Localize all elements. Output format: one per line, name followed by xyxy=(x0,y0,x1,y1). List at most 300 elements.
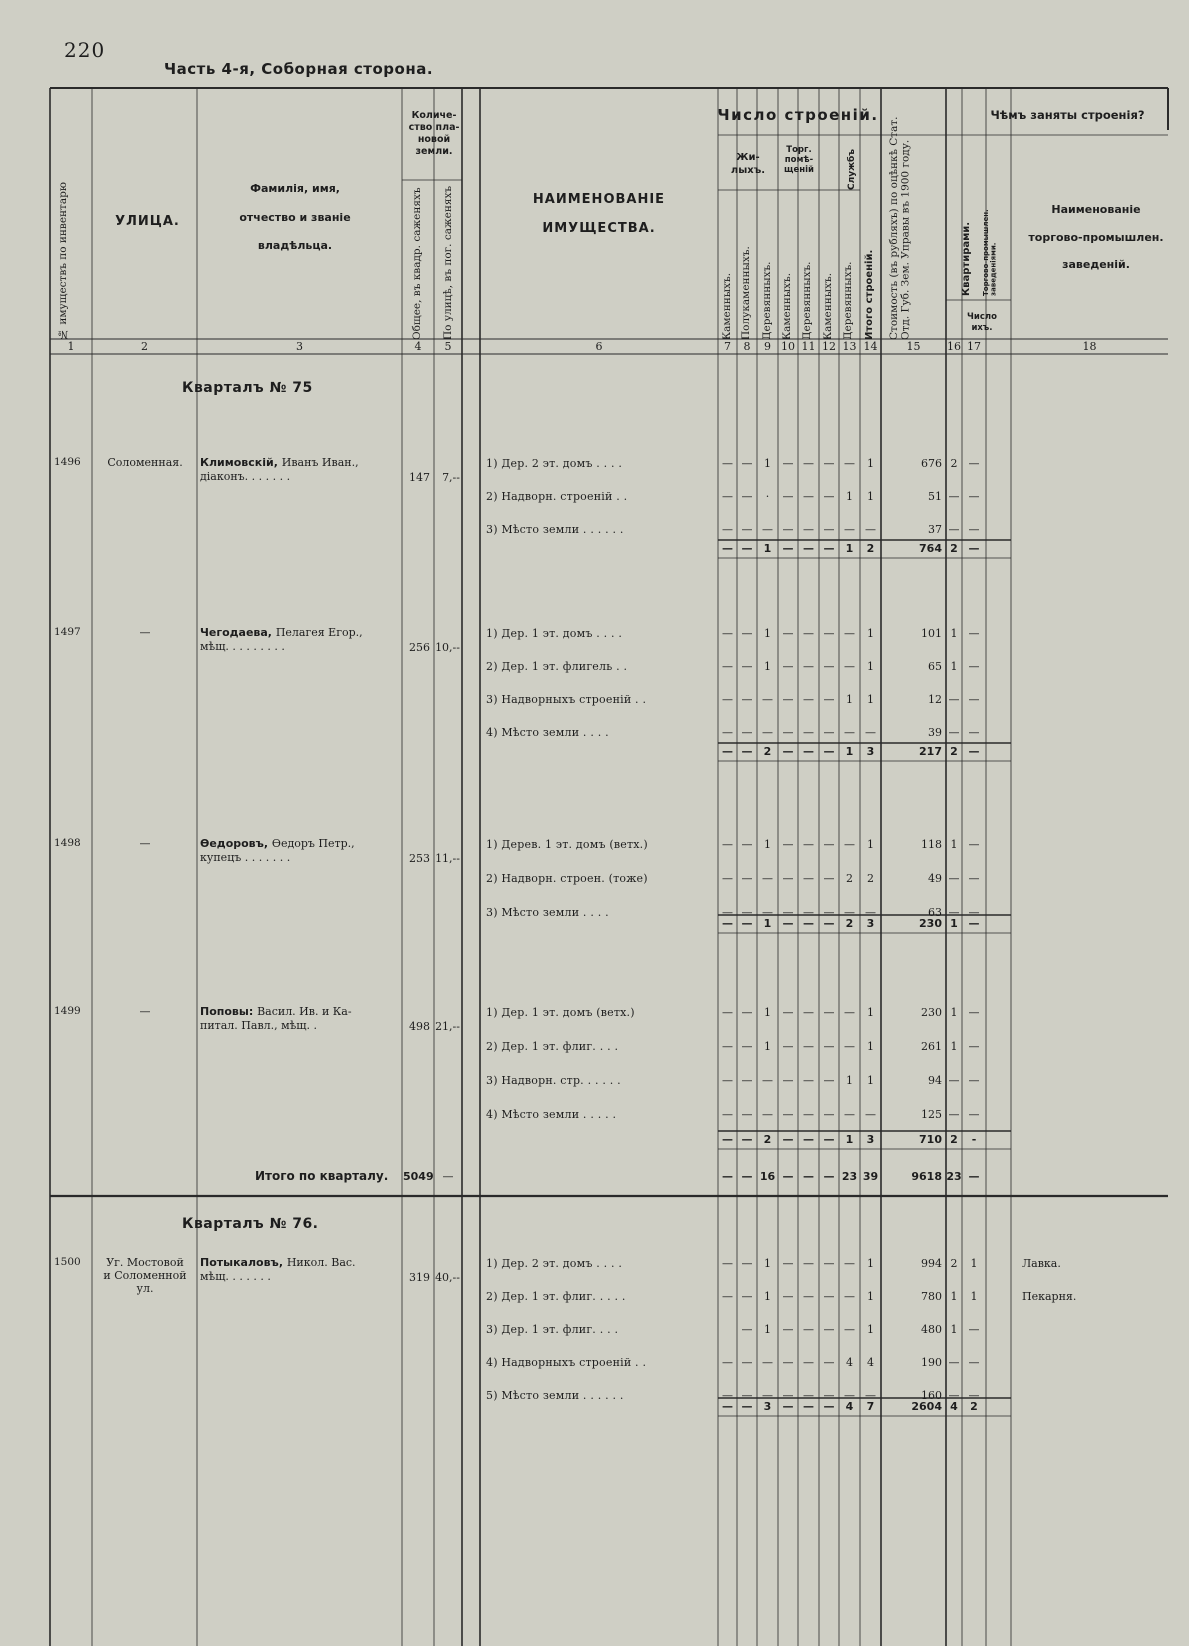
header-owner xyxy=(200,175,390,261)
property-item: 2) Дер. 1 эт. флиг. . . . xyxy=(486,1040,619,1053)
property-item: 1) Дерев. 1 эт. домъ (ветх.) xyxy=(486,838,648,851)
item-c11: — xyxy=(803,1108,814,1121)
header-c9: Деревянныхъ. xyxy=(761,261,773,340)
item-c11: — xyxy=(803,838,814,851)
header-street: УЛИЦА. xyxy=(115,214,180,229)
header-living-line2: лыхъ. xyxy=(730,164,766,176)
header-area-total: Общее, въ квадр. саженяхъ xyxy=(411,187,423,340)
inventory-number: 1497 xyxy=(54,626,81,638)
owner-given: Пелагея Егор., xyxy=(275,626,363,639)
item-c10: — xyxy=(782,490,794,503)
item-c16: 1 xyxy=(950,660,958,673)
subtotal-c13: 1 xyxy=(845,745,854,758)
item-c12: — xyxy=(823,660,835,673)
quarter-total-frontage: — xyxy=(442,1170,454,1183)
property-item: 1) Дер. 2 эт. домъ . . . . xyxy=(486,457,623,470)
item-c16: 1 xyxy=(950,1290,958,1303)
item-c10: — xyxy=(782,1040,794,1053)
item-c17: — xyxy=(968,726,980,739)
item-c12: — xyxy=(823,490,835,503)
item-c8: — xyxy=(741,1074,753,1087)
item-c15: 101 xyxy=(921,627,942,640)
item-c8: — xyxy=(741,1323,753,1336)
subtotal-c16: 1 xyxy=(950,917,958,930)
item-c13: — xyxy=(844,627,855,640)
item-c11: — xyxy=(803,1006,814,1019)
item-c8: — xyxy=(741,1006,753,1019)
item-c11: — xyxy=(803,1389,814,1402)
item-c16: 1 xyxy=(950,838,958,851)
header-owner-line2: отчество и званіе xyxy=(239,210,351,224)
column-number: 15 xyxy=(906,340,921,353)
item-c13: — xyxy=(844,1290,855,1303)
header-count-line2: ихъ. xyxy=(971,322,993,333)
header-c7: Каменныхъ. xyxy=(721,272,733,340)
owner-name xyxy=(200,837,400,865)
item-c16: — xyxy=(948,1356,960,1369)
subtotal-c17: 2 xyxy=(970,1400,978,1413)
inventory-number: 1499 xyxy=(54,1005,81,1017)
subtotal-c15: 764 xyxy=(919,542,942,555)
item-c7: — xyxy=(722,1257,733,1270)
item-c15: 230 xyxy=(921,1006,942,1019)
item-c8: — xyxy=(741,693,753,706)
quarter-total-c14: 39 xyxy=(862,1170,879,1183)
subtotal-c16: 2 xyxy=(950,542,958,555)
item-c14: 1 xyxy=(867,1074,874,1087)
property-item: 2) Надворн. строеній . . xyxy=(486,490,628,503)
column-number: 16 xyxy=(947,340,961,353)
item-c10: — xyxy=(782,627,794,640)
item-c14: 1 xyxy=(867,660,874,673)
item-c12: — xyxy=(823,838,835,851)
header-c12: Каменныхъ. xyxy=(822,272,834,340)
item-c9: — xyxy=(762,872,773,885)
subtotal-c10: — xyxy=(782,1400,794,1413)
item-c7: — xyxy=(722,1040,733,1053)
item-c11: — xyxy=(803,1257,814,1270)
item-c11: — xyxy=(803,660,814,673)
column-number: 8 xyxy=(743,340,751,353)
item-c8: — xyxy=(741,660,753,673)
item-c9: 1 xyxy=(764,457,771,470)
item-c10: — xyxy=(782,1389,794,1402)
item-c13: — xyxy=(844,1257,855,1270)
subtotal-c13: 2 xyxy=(845,917,854,930)
frontage: 21,-- xyxy=(435,1020,460,1033)
property-item: 4) Надворныхъ строеній . . xyxy=(486,1356,647,1369)
item-c17: — xyxy=(968,872,980,885)
subtotal-c17: — xyxy=(968,917,980,930)
item-c8: — xyxy=(741,627,753,640)
subtotal-c14: 3 xyxy=(866,1133,875,1146)
subtotal-c8: — xyxy=(741,745,753,758)
page-number: 220 xyxy=(64,38,106,62)
property-item: 2) Дер. 1 эт. флиг. . . . . xyxy=(486,1290,626,1303)
item-c7: — xyxy=(722,1074,733,1087)
subtotal-c17: — xyxy=(968,542,980,555)
column-number: 2 xyxy=(141,340,148,353)
street-name xyxy=(93,1005,197,1018)
property-item: 3) Надворныхъ строеній . . xyxy=(486,693,647,706)
header-c10: Каменныхъ. xyxy=(781,272,793,340)
quarter-total-c16: 23 xyxy=(946,1170,962,1183)
subtotal-c9: 3 xyxy=(763,1400,772,1413)
subtotal-c16: 2 xyxy=(950,745,958,758)
header-land-line3: новой xyxy=(417,133,451,145)
subtotal-c9: 1 xyxy=(763,542,772,555)
item-c13: — xyxy=(844,1006,855,1019)
subtotal-c14: 2 xyxy=(866,542,875,555)
item-c13: — xyxy=(844,523,855,536)
subtotal-c11: — xyxy=(803,542,814,555)
column-number: 3 xyxy=(296,340,303,353)
header-service: Службъ xyxy=(847,148,857,190)
header-land-line2: ство пла- xyxy=(408,121,460,133)
item-c16: 2 xyxy=(950,1257,958,1270)
land-area: 256 xyxy=(409,641,430,654)
street-line: — xyxy=(139,1005,151,1018)
item-c15: 125 xyxy=(921,1108,942,1121)
item-c9: — xyxy=(762,1108,773,1121)
item-c17: — xyxy=(968,1040,980,1053)
subtotal-c14: 7 xyxy=(866,1400,875,1413)
property-item: 3) Мѣсто земли . . . . xyxy=(486,906,609,919)
header-enterprise-line2: торгово-промышлен. xyxy=(1028,230,1164,244)
item-c10: — xyxy=(782,1356,794,1369)
subtotal-c7: — xyxy=(722,1400,733,1413)
item-c13: — xyxy=(844,1108,855,1121)
subtotal-c15: 2604 xyxy=(911,1400,942,1413)
item-c8: — xyxy=(741,1356,753,1369)
item-c7: — xyxy=(722,627,733,640)
item-c12: — xyxy=(823,627,835,640)
item-c11: — xyxy=(803,1040,814,1053)
owner-name xyxy=(200,1005,400,1033)
item-c12: — xyxy=(823,1040,835,1053)
item-c10: — xyxy=(782,1108,794,1121)
street-line: Соломенная. xyxy=(107,456,183,469)
item-c12: — xyxy=(823,1389,835,1402)
column-number: 17 xyxy=(967,340,981,353)
item-c13: 1 xyxy=(846,1074,853,1087)
subtotal-c15: 230 xyxy=(919,917,942,930)
subtotal-c13: 4 xyxy=(845,1400,854,1413)
item-c11: — xyxy=(803,627,814,640)
header-property-line1: НАИМЕНОВАНІЕ xyxy=(532,192,666,207)
item-c17: — xyxy=(968,1006,980,1019)
item-c16: 1 xyxy=(950,1040,958,1053)
header-trade xyxy=(780,146,818,175)
item-c13: 4 xyxy=(846,1356,853,1369)
property-item: 2) Дер. 1 эт. флигель . . xyxy=(486,660,628,673)
header-c16: Квартирами. xyxy=(961,221,972,296)
item-c8: — xyxy=(741,906,753,919)
item-c10: — xyxy=(782,906,794,919)
header-c15: Стоимость (въ рубляхъ) по оцѣнкѣ Стат. Отд. Губ. Зем. Управы въ 1900 году. xyxy=(888,116,912,340)
inventory-number: 1498 xyxy=(54,837,81,849)
subtotal-c11: — xyxy=(803,1133,814,1146)
item-c13: — xyxy=(844,1389,855,1402)
column-number: 10 xyxy=(781,340,795,353)
item-c8: — xyxy=(741,490,753,503)
item-c16: 1 xyxy=(950,627,958,640)
column-number: 9 xyxy=(764,340,771,353)
item-c10: — xyxy=(782,1290,794,1303)
item-c12: — xyxy=(823,1074,835,1087)
header-land-line4: земли. xyxy=(415,145,453,157)
item-c7: — xyxy=(722,1006,733,1019)
item-c17: — xyxy=(968,490,980,503)
subtotal-c15: 217 xyxy=(919,745,942,758)
item-c13: 2 xyxy=(846,872,853,885)
column-number: 4 xyxy=(414,340,422,353)
item-c10: — xyxy=(782,693,794,706)
item-c14: 1 xyxy=(867,693,874,706)
quarter-title: Кварталъ № 76. xyxy=(182,1216,319,1232)
subtotal-c7: — xyxy=(722,917,733,930)
subtotal-c13: 1 xyxy=(845,542,854,555)
column-number: 18 xyxy=(1082,340,1097,353)
item-c8: — xyxy=(741,726,753,739)
item-c15: 118 xyxy=(921,838,942,851)
item-c16: — xyxy=(948,1108,960,1121)
item-c14: 1 xyxy=(867,457,874,470)
subtotal-c10: — xyxy=(782,917,794,930)
item-c17: — xyxy=(968,1074,980,1087)
subtotal-c17: - xyxy=(971,1133,977,1146)
header-c13: Деревянныхъ. xyxy=(842,261,854,340)
item-c11: — xyxy=(803,490,814,503)
land-area: 319 xyxy=(409,1271,430,1284)
street-line: — xyxy=(139,626,151,639)
item-c17: — xyxy=(968,838,980,851)
quarter-total-area: 5049 xyxy=(403,1170,434,1183)
subtotal-c10: — xyxy=(782,1133,794,1146)
subtotal-c12: — xyxy=(823,1133,835,1146)
item-c10: — xyxy=(782,1006,794,1019)
item-c9: 1 xyxy=(764,660,771,673)
item-c16: — xyxy=(948,726,960,739)
header-enterprise-names xyxy=(1012,196,1180,279)
item-c14: 1 xyxy=(867,1257,874,1270)
page-heading: Часть 4-я, Соборная сторона. xyxy=(164,60,434,78)
item-c8: — xyxy=(741,1257,753,1270)
property-item: 2) Надворн. строен. (тоже) xyxy=(486,872,648,885)
street-name xyxy=(93,837,197,850)
item-c7: — xyxy=(722,1108,733,1121)
item-c11: — xyxy=(803,1074,814,1087)
item-c16: — xyxy=(948,906,960,919)
item-c8: — xyxy=(741,1290,753,1303)
item-c17: 1 xyxy=(970,1290,978,1303)
item-c16: — xyxy=(948,1074,960,1087)
subtotal-c8: — xyxy=(741,917,753,930)
item-c15: 12 xyxy=(928,693,942,706)
header-enterprise-line3: заведеній. xyxy=(1062,258,1130,271)
item-c12: — xyxy=(823,726,835,739)
owner-surname: Поповы: xyxy=(200,1005,258,1018)
item-c7: — xyxy=(722,660,733,673)
quarter-total-c12: — xyxy=(823,1170,835,1183)
street-line: Уг. Мостовой xyxy=(106,1256,184,1269)
item-c14: 1 xyxy=(867,627,874,640)
header-frontage: По улицѣ, въ пог. саженяхъ xyxy=(442,185,454,340)
header-c8: Полукаменныхъ. xyxy=(740,246,752,340)
column-number: 7 xyxy=(724,340,731,353)
item-c17: — xyxy=(968,523,980,536)
header-buildings-count: Число строеній. xyxy=(717,106,879,124)
subtotal-c11: — xyxy=(803,745,814,758)
item-c7: — xyxy=(722,490,733,503)
item-c7: — xyxy=(722,726,733,739)
street-line: ул. xyxy=(136,1282,154,1295)
item-c8: — xyxy=(741,523,753,536)
item-c13: 1 xyxy=(846,693,853,706)
item-c14: 1 xyxy=(867,1323,874,1336)
item-c14: 1 xyxy=(867,838,874,851)
item-c11: — xyxy=(803,693,814,706)
item-c11: — xyxy=(803,906,814,919)
header-property-name xyxy=(484,186,714,243)
item-c13: — xyxy=(844,457,855,470)
item-c8: — xyxy=(741,1389,753,1402)
subtotal-c11: — xyxy=(803,917,814,930)
item-c15: 160 xyxy=(921,1389,942,1402)
item-c16: — xyxy=(948,523,960,536)
item-c9: 1 xyxy=(764,838,771,851)
item-c14: 1 xyxy=(867,1290,874,1303)
owner-status: купецъ . . . . . . . xyxy=(200,851,291,864)
item-c15: 261 xyxy=(921,1040,942,1053)
item-c11: — xyxy=(803,1290,814,1303)
item-c15: 65 xyxy=(928,660,942,673)
owner-surname: Потыкаловъ, xyxy=(200,1256,287,1269)
subtotal-c11: — xyxy=(803,1400,814,1413)
quarter-total-c15: 9618 xyxy=(911,1170,942,1183)
item-c7: — xyxy=(722,906,733,919)
subtotal-c8: — xyxy=(741,1400,753,1413)
item-c8: — xyxy=(741,1108,753,1121)
item-c17: — xyxy=(968,693,980,706)
owner-surname: Климовскій, xyxy=(200,456,282,469)
item-c14: 1 xyxy=(867,1040,874,1053)
owner-given: Васил. Ив. и Ка- xyxy=(257,1005,352,1018)
column-number: 11 xyxy=(801,340,816,353)
subtotal-c14: 3 xyxy=(866,745,875,758)
item-c15: 676 xyxy=(921,457,942,470)
item-c17: — xyxy=(968,906,980,919)
item-c15: 37 xyxy=(928,523,942,536)
item-c16: — xyxy=(948,490,960,503)
item-c10: — xyxy=(782,1074,794,1087)
subtotal-c17: — xyxy=(968,745,980,758)
item-c9: 1 xyxy=(764,1040,771,1053)
item-c12: — xyxy=(823,693,835,706)
quarter-total-label: Итого по кварталу. xyxy=(255,1169,389,1183)
inventory-number: 1496 xyxy=(54,456,81,468)
item-c10: — xyxy=(782,726,794,739)
owner-surname: Өедоровъ, xyxy=(200,837,272,850)
item-c15: 994 xyxy=(921,1257,942,1270)
item-c12: — xyxy=(823,1356,835,1369)
subtotal-c8: — xyxy=(741,542,753,555)
item-c9: 1 xyxy=(764,1290,771,1303)
item-c9: 1 xyxy=(764,1257,771,1270)
column-number: 5 xyxy=(444,340,452,353)
item-c16: 1 xyxy=(950,1323,958,1336)
header-enterprise-line1: Наименованіе xyxy=(1051,203,1141,216)
item-c15: 480 xyxy=(921,1323,942,1336)
item-c17: — xyxy=(968,1356,980,1369)
item-c16: — xyxy=(948,1389,960,1402)
owner-status: мѣщ. . . . . . . xyxy=(200,1270,271,1283)
item-c11: — xyxy=(803,457,814,470)
item-c10: — xyxy=(782,523,794,536)
owner-surname: Чегодаева, xyxy=(200,626,276,639)
item-c9: 1 xyxy=(764,1323,771,1336)
quarter-total-c9: 16 xyxy=(759,1170,776,1183)
item-c14: — xyxy=(865,1108,876,1121)
header-owner-line3: владѣльца. xyxy=(257,239,333,253)
item-c13: 1 xyxy=(846,490,853,503)
street-name xyxy=(93,1256,197,1295)
item-c15: 780 xyxy=(921,1290,942,1303)
item-c9: 1 xyxy=(764,627,771,640)
quarter-total-c8: — xyxy=(741,1170,753,1183)
column-number: 13 xyxy=(842,340,857,353)
subtotal-c16: 2 xyxy=(950,1133,958,1146)
enterprise-name: Пекарня. xyxy=(1022,1290,1077,1303)
item-c14: 2 xyxy=(867,872,874,885)
quarter-total-c13: 23 xyxy=(841,1170,858,1183)
frontage: 11,-- xyxy=(435,852,460,865)
street-line: — xyxy=(139,837,151,850)
item-c13: — xyxy=(844,660,855,673)
item-c11: — xyxy=(803,872,814,885)
subtotal-c7: — xyxy=(722,542,733,555)
quarter-total-c11: — xyxy=(803,1170,814,1183)
item-c10: — xyxy=(782,1323,794,1336)
item-c17: — xyxy=(968,457,980,470)
item-c15: 39 xyxy=(928,726,942,739)
header-inventory-number: № имуществъ по инвентарю xyxy=(57,182,69,340)
header-c11: Деревянныхъ. xyxy=(801,261,813,340)
item-c12: — xyxy=(823,1108,835,1121)
header-occupied: Чѣмъ заняты строенія? xyxy=(990,108,1145,122)
item-c15: 63 xyxy=(928,906,942,919)
item-c17: — xyxy=(968,627,980,640)
owner-name xyxy=(200,1256,400,1284)
subtotal-c15: 710 xyxy=(919,1133,942,1146)
owner-name xyxy=(200,626,400,654)
column-number: 14 xyxy=(863,340,878,353)
item-c10: — xyxy=(782,457,794,470)
subtotal-c13: 1 xyxy=(845,1133,854,1146)
header-c14: Итого строеній. xyxy=(864,249,875,340)
header-trade-line2: помѣ- xyxy=(784,154,814,165)
subtotal-c12: — xyxy=(823,917,835,930)
item-c7: — xyxy=(722,838,733,851)
header-count-line1: Число xyxy=(967,312,997,322)
property-item: 5) Мѣсто земли . . . . . . xyxy=(486,1389,624,1402)
header-trade-line3: щеній xyxy=(784,164,814,175)
owner-status: питал. Павл., мѣщ. . xyxy=(200,1019,318,1032)
item-c14: — xyxy=(865,906,876,919)
frontage: 7,-- xyxy=(442,471,460,484)
item-c7: — xyxy=(722,1389,733,1402)
item-c7: — xyxy=(722,872,733,885)
